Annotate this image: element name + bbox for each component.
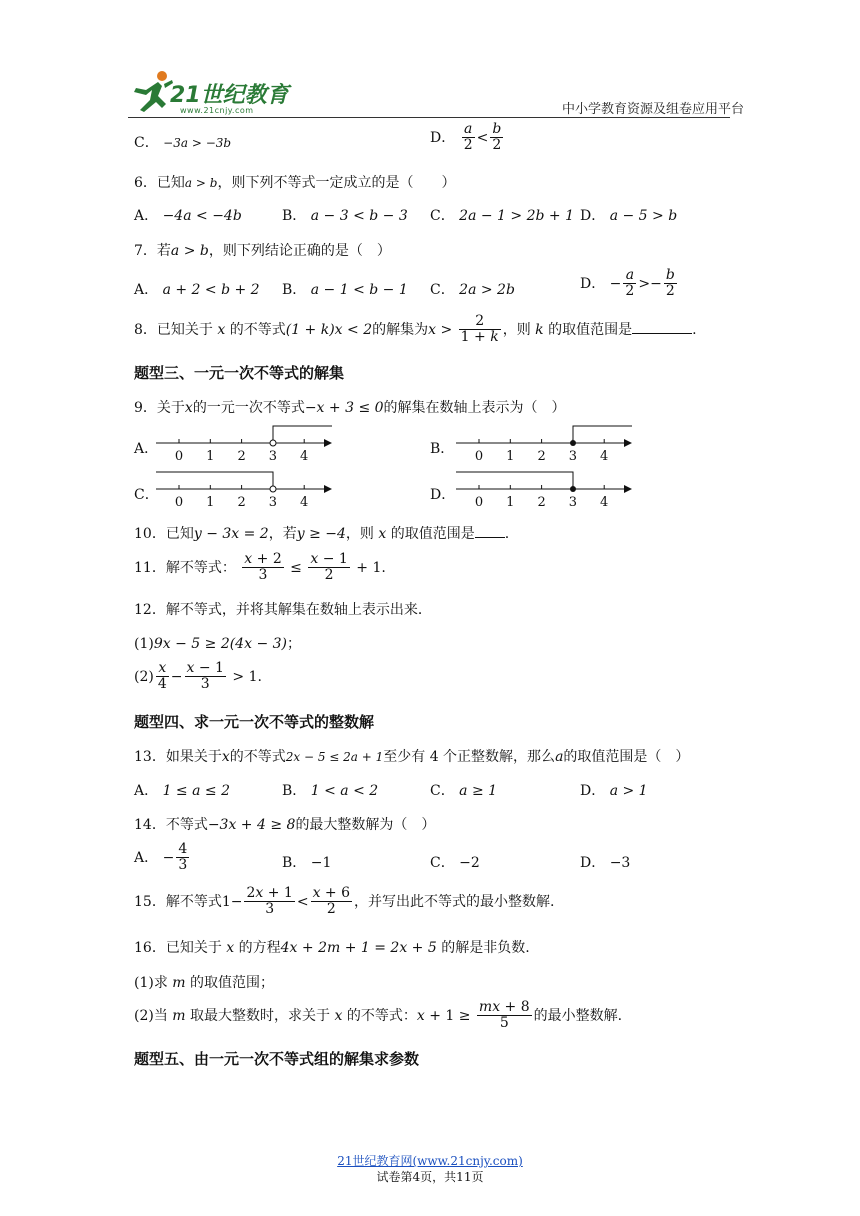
section-3-title: 题型三、一元一次不等式的解集	[134, 364, 345, 382]
q6-option-b: B． a − 3 < b − 3	[282, 208, 408, 224]
q14-option-c: C． −2	[430, 855, 480, 871]
tick-label: 4	[600, 495, 609, 510]
q12-part-1: (1)9x − 5 ≥ 2(4x − 3)；	[134, 636, 301, 652]
q7-stem: 7．若a > b，则下列结论正确的是（ ）	[134, 243, 391, 259]
tick-label: 4	[300, 495, 309, 510]
q9-option-a-label: A．	[134, 441, 159, 457]
tick-label: 1	[206, 449, 215, 464]
tick-label: 3	[268, 449, 278, 464]
platform-name: 中小学教育资源及组卷应用平台	[562, 102, 745, 117]
tick-label: 1	[506, 495, 515, 510]
q5-option-c: C． −3a > −3b	[134, 135, 232, 151]
tick-label: 3	[568, 495, 578, 510]
q13-option-d: D． a > 1	[580, 783, 648, 799]
q12-part-2: (2) $\frac{x}{4}$ − $\frac{x - 1}{3}$ > 1.	[134, 660, 262, 693]
tick-label: 0	[474, 495, 484, 510]
tick-label: 4	[300, 449, 309, 464]
q13-option-c: C． a ≥ 1	[430, 783, 498, 799]
q9-stem: 9．关于x的一元一次不等式−x + 3 ≤ 0的解集在数轴上表示为（ ）	[134, 400, 566, 416]
logo-brand: 21世纪教育	[170, 83, 289, 108]
q10-stem: 10．已知y − 3x = 2，若y ≥ −4，则 x 的取值范围是 .	[134, 526, 510, 542]
tick-label: 2	[237, 495, 246, 510]
footer-link[interactable]	[0, 1152, 860, 1169]
q14-option-a: A． − $\frac{4}{3}$	[134, 841, 188, 874]
q5-option-d: D． $\frac{a}{2}$ < $\frac{b}{2}$	[430, 121, 502, 154]
q11-stem: 11．解不等式： $\frac{x + 2}{3}$ ≤ $\frac{x - 1}{2}$ + 1.	[134, 551, 386, 584]
q16-stem: 16．已知关于 x 的方程4x + 2m + 1 = 2x + 5 的解是非负数.	[134, 940, 530, 956]
site-link[interactable]: 21世纪教育网(www.21cnjy.com)	[337, 1154, 523, 1168]
q9-numberline-d	[452, 466, 636, 516]
tick-label: 2	[237, 449, 246, 464]
tick-label: 2	[537, 449, 546, 464]
q14-option-d: D． −3	[580, 855, 631, 871]
q9-numberline-c	[152, 466, 336, 516]
q7-option-d: D． − $\frac{a}{2}$ >− $\frac{b}{2}$	[580, 267, 675, 300]
tick-label: 0	[174, 495, 184, 510]
q6-option-a: A． −4a < −4b	[134, 208, 242, 224]
q9-option-d-label: D．	[430, 487, 456, 503]
q7-option-c: C． 2a > 2b	[430, 282, 515, 298]
q13-option-a: A． 1 ≤ a ≤ 2	[134, 783, 231, 799]
logo-url: www.21cnjy.com	[180, 106, 254, 115]
q9-option-c-label: C．	[134, 487, 159, 503]
q12-stem: 12．解不等式，并将其解集在数轴上表示出来．	[134, 602, 432, 618]
q6-option-d: D． a − 5 > b	[580, 208, 678, 224]
q13-option-b: B． 1 < a < 2	[282, 783, 379, 799]
page-number: 试卷第4页，共11页	[376, 1170, 484, 1184]
q14-stem: 14．不等式−3x + 4 ≥ 8的最大整数解为（ ）	[134, 817, 436, 833]
q7-option-a: A． a + 2 < b + 2	[134, 282, 260, 298]
q13-stem: 13．如果关于x的不等式2x − 5 ≤ 2a + 1至少有 4 个正整数解，那么a的取值范围是（ ）	[134, 749, 690, 765]
q6-stem: 6．已知a > b，则下列不等式一定成立的是（ ）	[134, 175, 456, 191]
section-5-title: 题型五、由一元一次不等式组的解集求参数	[134, 1050, 420, 1068]
q16-part-2: (2)当 m 取最大整数时，求关于 x 的不等式：x + 1 ≥ $\frac{mx + 8}{5}$ 的最小整数解.	[134, 999, 623, 1032]
q8-stem: 8．已知关于 x 的不等式(1 + k)x < 2的解集为x > $\frac{2}{1 + k}$ ，则 k 的取值范围是 .	[134, 313, 697, 346]
q7-option-b: B． a − 1 < b − 1	[282, 282, 408, 298]
header-divider	[128, 117, 730, 118]
logo-runner-icon	[128, 68, 176, 114]
q9-numberline-a	[152, 420, 336, 470]
q14-option-b: B． −1	[282, 855, 332, 871]
tick-label: 3	[268, 495, 278, 510]
tick-label: 0	[474, 449, 484, 464]
q9-numberline-b	[452, 420, 636, 470]
tick-label: 3	[568, 449, 578, 464]
tick-label: 1	[506, 449, 515, 464]
section-4-title: 题型四、求一元一次不等式的整数解	[134, 713, 375, 731]
q15-stem: 15．解不等式1− $\frac{2x + 1}{3}$ < $\frac{x + 6}{2}$ ，并写出此不等式的最小整数解.	[134, 885, 555, 918]
tick-label: 1	[206, 495, 215, 510]
q6-option-c: C． 2a − 1 > 2b + 1	[430, 208, 575, 224]
q16-part-1: (1)求 m 的取值范围；	[134, 975, 275, 991]
tick-label: 2	[537, 495, 546, 510]
q9-option-b-label: B．	[430, 441, 455, 457]
tick-label: 0	[174, 449, 184, 464]
tick-label: 4	[600, 449, 609, 464]
